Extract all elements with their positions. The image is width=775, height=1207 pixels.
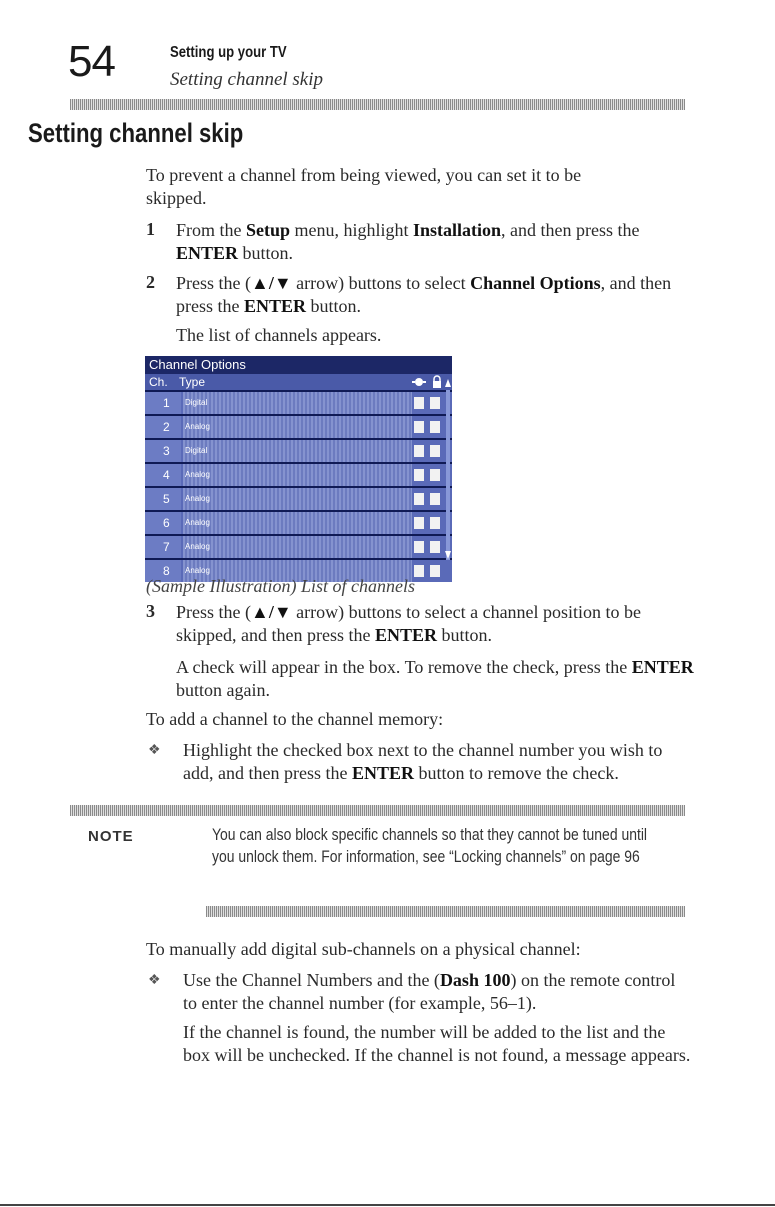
page-title: Setting channel skip [28, 118, 244, 148]
lock-checkbox[interactable] [430, 445, 440, 457]
skip-checkbox[interactable] [414, 565, 424, 577]
skip-checkbox[interactable] [414, 397, 424, 409]
scroll-down-arrow-icon [445, 546, 451, 564]
channel-type: Digital [185, 398, 208, 407]
column-type: Type [179, 375, 206, 389]
note-label: NOTE [88, 828, 134, 845]
channel-type: Analog [185, 566, 210, 575]
scroll-up-arrow-icon [445, 374, 451, 392]
skip-checkbox[interactable] [414, 517, 424, 529]
channel-row-bar [183, 536, 412, 558]
bullet-2-text: Use the Channel Numbers and the (Dash 100) on the remote control to enter the channel number (for example, 56–1). [183, 970, 676, 1013]
channel-options-screen [145, 356, 452, 578]
channel-type: Analog [185, 542, 210, 551]
skip-checkbox[interactable] [414, 421, 424, 433]
header-rule [70, 99, 685, 110]
channel-number: 3 [163, 444, 170, 458]
channel-type: Digital [185, 446, 208, 455]
skip-checkbox[interactable] [414, 493, 424, 505]
bullet-1-text: Highlight the checked box next to the channel number you wish to add, and then press the ENTER button to remove the check. [183, 740, 663, 783]
manual-add-intro: To manually add digital sub-channels on a physical channel: [146, 939, 581, 959]
channel-row[interactable] [145, 510, 452, 534]
step-number-1: 1 [146, 219, 155, 239]
channel-number: 1 [163, 396, 170, 410]
lock-checkbox[interactable] [430, 517, 440, 529]
note-text: You can also block specific channels so that they cannot be tuned until you unlock them. For information, see “Locking channels” on page 96 [212, 825, 648, 866]
lock-checkbox[interactable] [430, 493, 440, 505]
skip-checkbox[interactable] [414, 469, 424, 481]
note-bottom-rule [206, 906, 685, 917]
channel-row[interactable] [145, 390, 452, 414]
channel-row-bar [183, 440, 412, 462]
channel-row[interactable] [145, 486, 452, 510]
final-text: If the channel is found, the number will be added to the list and the box will be unchecked. If the channel is not found, a message appears. [183, 1022, 691, 1065]
lock-checkbox[interactable] [430, 469, 440, 481]
diamond-bullet-icon: ❖ [148, 973, 161, 988]
channel-row[interactable] [145, 414, 452, 438]
channel-type: Analog [185, 518, 210, 527]
scrollbar [446, 390, 450, 560]
step-1-text: From the Setup menu, highlight Installation, and then press the ENTER button. [176, 220, 640, 263]
lock-checkbox[interactable] [430, 397, 440, 409]
channel-row-bar [183, 392, 412, 414]
lock-checkbox[interactable] [430, 541, 440, 553]
channel-row[interactable] [145, 438, 452, 462]
channel-number: 8 [163, 564, 170, 578]
screen-column-header [145, 374, 452, 390]
channel-row-bar [183, 464, 412, 486]
step-2-text: Press the (▲/▼ arrow) buttons to select Channel Options, and then press the ENTER button. [176, 273, 672, 316]
skip-checkbox[interactable] [414, 445, 424, 457]
step-number-2: 2 [146, 272, 155, 292]
channel-number: 5 [163, 492, 170, 506]
step-number-3: 3 [146, 601, 155, 621]
column-ch: Ch. [149, 375, 168, 389]
step-3-text: Press the (▲/▼ arrow) buttons to select a channel position to be skipped, and then press the ENTER button. [176, 602, 642, 645]
screen-title: Channel Options [145, 356, 452, 374]
diamond-bullet-icon: ❖ [148, 743, 161, 758]
channel-list [145, 390, 452, 582]
add-channel-intro: To add a channel to the channel memory: [146, 709, 444, 729]
step-2-result: The list of channels appears. [176, 325, 382, 345]
channel-number: 6 [163, 516, 170, 530]
channel-type: Analog [185, 470, 210, 479]
channel-type: Analog [185, 494, 210, 503]
figure-caption: (Sample Illustration) List of channels [146, 576, 415, 596]
intro-text: To prevent a channel from being viewed, you can set it to be skipped. [146, 165, 582, 208]
channel-number: 4 [163, 468, 170, 482]
lock-checkbox[interactable] [430, 565, 440, 577]
channel-number: 2 [163, 420, 170, 434]
channel-row[interactable] [145, 534, 452, 558]
channel-type: Analog [185, 422, 210, 431]
channel-row-bar [183, 416, 412, 438]
running-head-subsection: Setting channel skip [170, 69, 324, 90]
step-3-result: A check will appear in the box. To remove the check, press the ENTER button again. [176, 657, 694, 700]
footer-rule [0, 1204, 775, 1206]
channel-row-bar [183, 512, 412, 534]
channel-row-bar [183, 488, 412, 510]
page-number: 54 [68, 37, 115, 86]
channel-number: 7 [163, 540, 170, 554]
channel-row[interactable] [145, 462, 452, 486]
lock-checkbox[interactable] [430, 421, 440, 433]
running-head-section: Setting up your TV [170, 44, 287, 61]
skip-checkbox[interactable] [414, 541, 424, 553]
note-top-rule [70, 805, 685, 816]
